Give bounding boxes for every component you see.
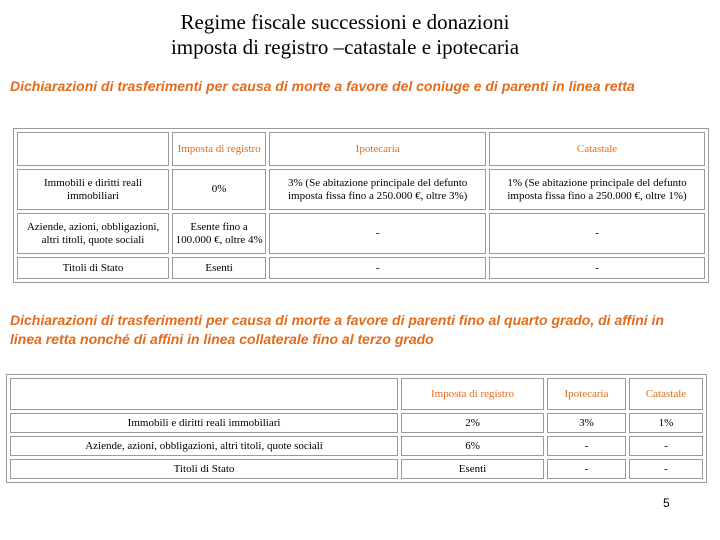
row-label: Titoli di Stato [17,257,169,279]
table-cell: - [629,459,703,479]
table-cell: 0% [172,169,266,210]
row-label: Immobili e diritti reali immobiliari [17,169,169,210]
table-header-row [17,132,705,166]
table-row [10,413,703,433]
table-cell: Esente fino a 100.000 €, oltre 4% [172,213,266,254]
table-cell: 2% [401,413,544,433]
slide-title [0,10,690,60]
row-label: Aziende, azioni, obbligazioni, altri titoli, quote sociali [17,213,169,254]
row-label: Titoli di Stato [10,459,398,479]
table-cell: - [629,436,703,456]
table-coniuge-linea-retta [13,128,709,283]
table-cell: - [489,257,705,279]
slide-title-line-2: imposta di registro –catastale e ipotecaria [170,35,520,59]
table-cell: - [269,213,486,254]
slide-title-line-1: Regime fiscale successioni e donazioni [180,10,510,34]
table-row [17,169,705,210]
table-row [10,459,703,479]
table-cell: - [269,257,486,279]
header-cell-empty [10,378,398,410]
table-header-row [10,378,703,410]
header-cell-imposta-registro: Imposta di registro [172,132,266,166]
header-cell-catastale: Catastale [629,378,703,410]
table-row [17,257,705,279]
section-2-heading: Dichiarazioni di trasferimenti per causa di morte a favore di parenti fino al quarto grado, di affini in linea retta nonché di affini in linea collaterale fino al terzo grado [10,312,664,347]
table-parenti-affini [6,374,707,483]
header-cell-ipotecaria: Ipotecaria [269,132,486,166]
table-cell: 1% (Se abitazione principale del defunto imposta fissa fino a 250.000 €, oltre 1%) [489,169,705,210]
table-cell: 3% (Se abitazione principale del defunto imposta fissa fino a 250.000 €, oltre 3%) [269,169,486,210]
row-label: Aziende, azioni, obbligazioni, altri titoli, quote sociali [10,436,398,456]
table-row [17,213,705,254]
section-1-heading: Dichiarazioni di trasferimenti per causa di morte a favore del coniuge e di parenti in linea retta [10,78,635,94]
table-cell: Esenti [172,257,266,279]
table-row [10,436,703,456]
table-cell: - [547,459,626,479]
table-cell: 1% [629,413,703,433]
page-number: 5 [663,496,670,510]
header-cell-empty [17,132,169,166]
header-cell-ipotecaria: Ipotecaria [547,378,626,410]
table-cell: - [489,213,705,254]
table-cell: 3% [547,413,626,433]
header-cell-imposta-registro: Imposta di registro [401,378,544,410]
table-cell: - [547,436,626,456]
header-cell-catastale: Catastale [489,132,705,166]
table-cell: Esenti [401,459,544,479]
row-label: Immobili e diritti reali immobiliari [10,413,398,433]
table-cell: 6% [401,436,544,456]
